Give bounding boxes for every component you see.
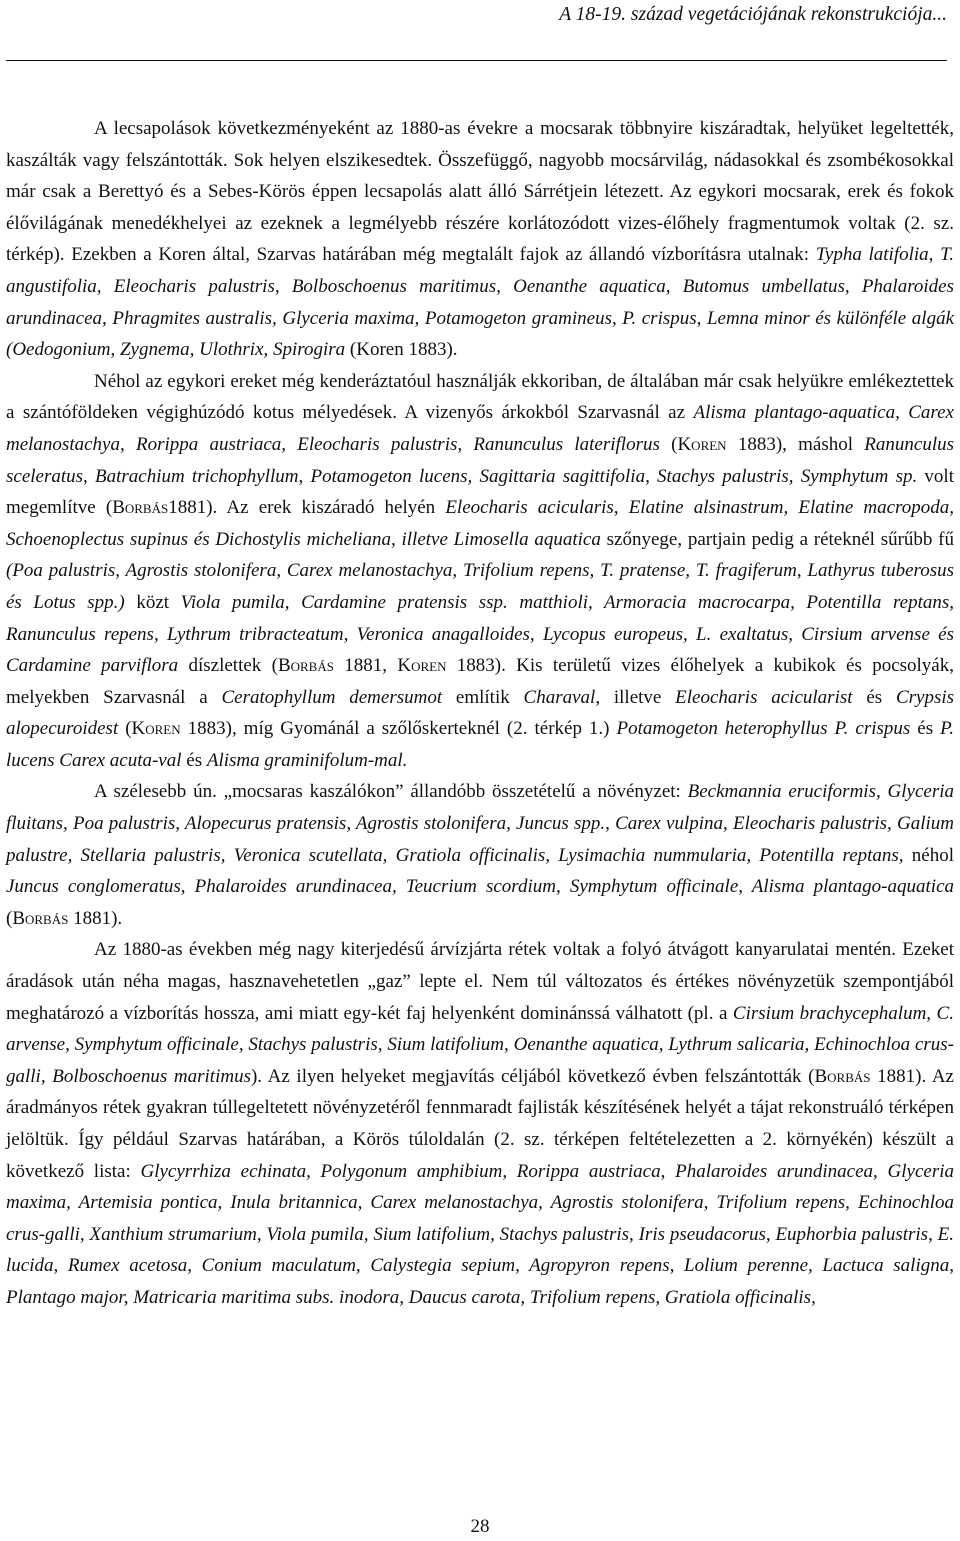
paragraph-1: A lecsapolások következményeként az 1880-as évekre a mocsarak többnyire kiszáradtak, helyüket legeltették, kaszálták vagy felszántották. Sok helyen elszikesedtek. Összefüggő, nagyobb mocsárvilág, nádasokkal és zsombékosokkal már csak a Berettyó és a Sebes-Körös éppen lecsapolás alatt álló Sárrétjein létezett. Az egykori mocsarak, erek és fokok élővilágának menedékhelyei az ezeknek a legmélyebb részére korlátozódott vizes-élőhely fragmentumok voltak (2. sz. térkép). Ezekben a Koren által, Szarvas határában még megtalált fajok az állandó vízborításra utalnak: Typha latifolia, T. angustifolia, Eleocharis palustris, Bolboschoenus maritimus, Oenanthe aquatica, Butomus umbellatus, Phalaroides arundinacea, Phragmites australis, Glyceria maxima, Potamogeton gramineus, P. crispus, Lemna minor és különféle algák (Oedogonium, Zygnema, Ulothrix, Spirogira (Koren 1883). bbox=[6, 118, 954, 361]
header-rule bbox=[6, 60, 947, 61]
body-text bbox=[6, 113, 954, 1314]
page-number: 28 bbox=[470, 1516, 490, 1537]
paragraph-4: Az 1880-as években még nagy kiterjedésű árvízjárta rétek voltak a folyó átvágott kanyarulatai mentén. Ezeket áradások után néha magas, hasznavehetetlen „gaz” lepte el. Nem túl változatos és értékes növényzetük szempontjából meghatározó a vízborítás hossza, ami miatt egy-két faj helyenként dominánssá válhatott (pl. a Cirsium brachycephalum, C. arvense, Symphytum officinale, Stachys palustris, Sium latifolium, Oenanthe aquatica, Lythrum salicaria, Echinochloa crus-galli, Bolboschoenus maritimus). Az ilyen helyeket megjavítás céljából következő évben felszántották (Borbás 1881). Az áradmányos rétek gyakran túllegeltetett növényzetéről fennmaradt fajlisták készítésének helyét a tájat rekonstruáló térképen jelöltük. Így például Szarvas határában, a Körös túloldalán (2. sz. térképen feltételezetten a 2. környékén) készült a következő lista: Glycyrrhiza echinata, Polygonum amphibium, Rorippa austriaca, Phalaroides arundinacea, Glyceria maxima, Artemisia pontica, Inula britannica, Carex melanostachya, Agrostis stolonifera, Trifolium repens, Echinochloa crus-galli, Xanthium strumarium, Viola pumila, Sium latifolium, Stachys palustris, Iris pseudacorus, Euphorbia palustris, E. lucida, Rumex acetosa, Conium maculatum, Calystegia sepium, Agropyron repens, Lolium perenne, Lactuca saligna, Plantago major, Matricaria maritima subs. inodora, Daucus carota, Trifolium repens, Gratiola officinalis, bbox=[6, 939, 954, 1308]
paragraph-3: A szélesebb ún. „mocsaras kaszálókon” állandóbb összetételű a növényzet: Beckmannia eruciformis, Glyceria fluitans, Poa palustris, Alopecurus pratensis, Agrostis stolonifera, Juncus spp., Carex vulpina, Eleocharis palustris, Galium palustre, Stellaria palustris, Veronica scutellata, Gratiola officinalis, Lysimachia nummularia, Potentilla reptans, néhol Juncus conglomeratus, Phalaroides arundinacea, Teucrium scordium, Symphytum officinale, Alisma plantago-aquatica (Borbás 1881). bbox=[6, 781, 954, 929]
paragraph-2: Néhol az egykori ereket még kenderáztatóul használják ekkoriban, de általában már csak helyükre emlékeztettek a szántóföldeken végighúzódó kotus mélyedések. A vizenyős árkokból Szarvasnál az Alisma plantago-aquatica, Carex melanostachya, Rorippa austriaca, Eleocharis palustris, Ranunculus lateriflorus (Koren 1883), máshol Ranunculus sceleratus, Batrachium trichophyllum, Potamogeton lucens, Sagittaria sagittifolia, Stachys palustris, Symphytum sp. volt megemlítve (Borbás1881). Az erek kiszáradó helyén Eleocharis acicularis, Elatine alsinastrum, Elatine macropoda, Schoenoplectus supinus és Dichostylis micheliana, illetve Limosella aquatica szőnyege, partjain pedig a réteknél sűrűbb fű (Poa palustris, Agrostis stolonifera, Carex melanostachya, Trifolium repens, T. pratense, T. fragiferum, Lathyrus tuberosus és Lotus spp.) közt Viola pumila, Cardamine pratensis ssp. matthioli, Armoracia macrocarpa, Potentilla reptans, Ranunculus repens, Lythrum tribracteatum, Veronica anagalloides, Lycopus europeus, L. exaltatus, Cirsium arvense és Cardamine parviflora díszlettek (Borbás 1881, Koren 1883). Kis területű vizes élőhelyek a kubikok és pocsolyák, melyekben Szarvasnál a Ceratophyllum demersumot említik Charaval, illetve Eleocharis acicularist és Crypsis alopecuroidest (Koren 1883), míg Gyománál a szőlőskerteknél (2. térkép 1.) Potamogeton heterophyllus P. crispus és P. lucens Carex acuta-val és Alisma graminifolum-mal. bbox=[6, 370, 955, 771]
running-header: A 18-19. század vegetációjának rekonstrukciója... bbox=[559, 4, 947, 25]
